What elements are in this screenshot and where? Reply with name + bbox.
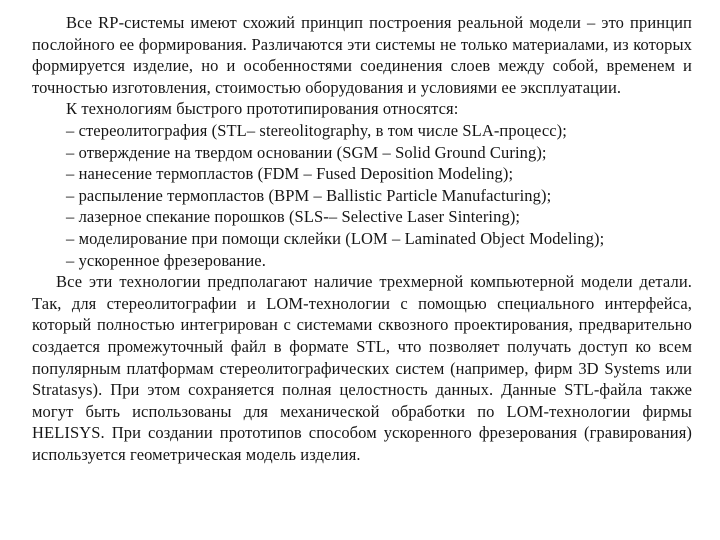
list-intro: К технологиям быстрого прототипирования относятся:: [66, 99, 459, 119]
body-paragraph: Все эти технологии предполагают наличие трехмерной компьютерной модели детали. Так, для стереолитографии и LOM-технологии с помощью специального интерфейса, который полностью интегрирован с системами сквозного проектирования, предварительно создается промежуточный файл в формате STL, что позволяет получать доступ ко всем популярным платформам стереолитографических систем (например, фирм 3D Systems или Stratasys). При этом сохраняется полная целостность данных. Данные STL-файла также могут быть использованы для механической обработки по LOM-технологии фирмы HELISYS. При создании прототипов способом ускоренного фрезерования (гравирования) используется геометрическая модель изделия.: [32, 272, 692, 464]
intro-paragraph: Все RP-системы имеют схожий принцип построения реальной модели – это принцип послойного ее формирования. Различаются эти системы не только материалами, из которых формируется изделие, но и особенностями соединения слоев между собой, временем и точностью изготовления, стоимостью оборудования и условиями ее эксплуатации.: [32, 13, 692, 97]
technology-list: [32, 120, 692, 271]
list-item: – распыление термопластов (BPM – Ballistic Particle Manufacturing);: [66, 185, 552, 205]
list-item: – ускоренное фрезерование.: [66, 250, 266, 270]
list-item: – отверждение на твердом основании (SGM – Solid Ground Curing);: [66, 142, 547, 162]
list-item: – лазерное спекание порошков (SLS-– Selective Laser Sintering);: [66, 207, 521, 227]
list-item: – моделирование при помощи склейки (LOM – Laminated Object Modeling);: [66, 228, 605, 248]
list-item: – нанесение термопластов (FDM – Fused Deposition Modeling);: [66, 164, 514, 184]
list-item: – стереолитография (STL– stereolitography, в том числе SLA-процесс);: [66, 120, 567, 140]
